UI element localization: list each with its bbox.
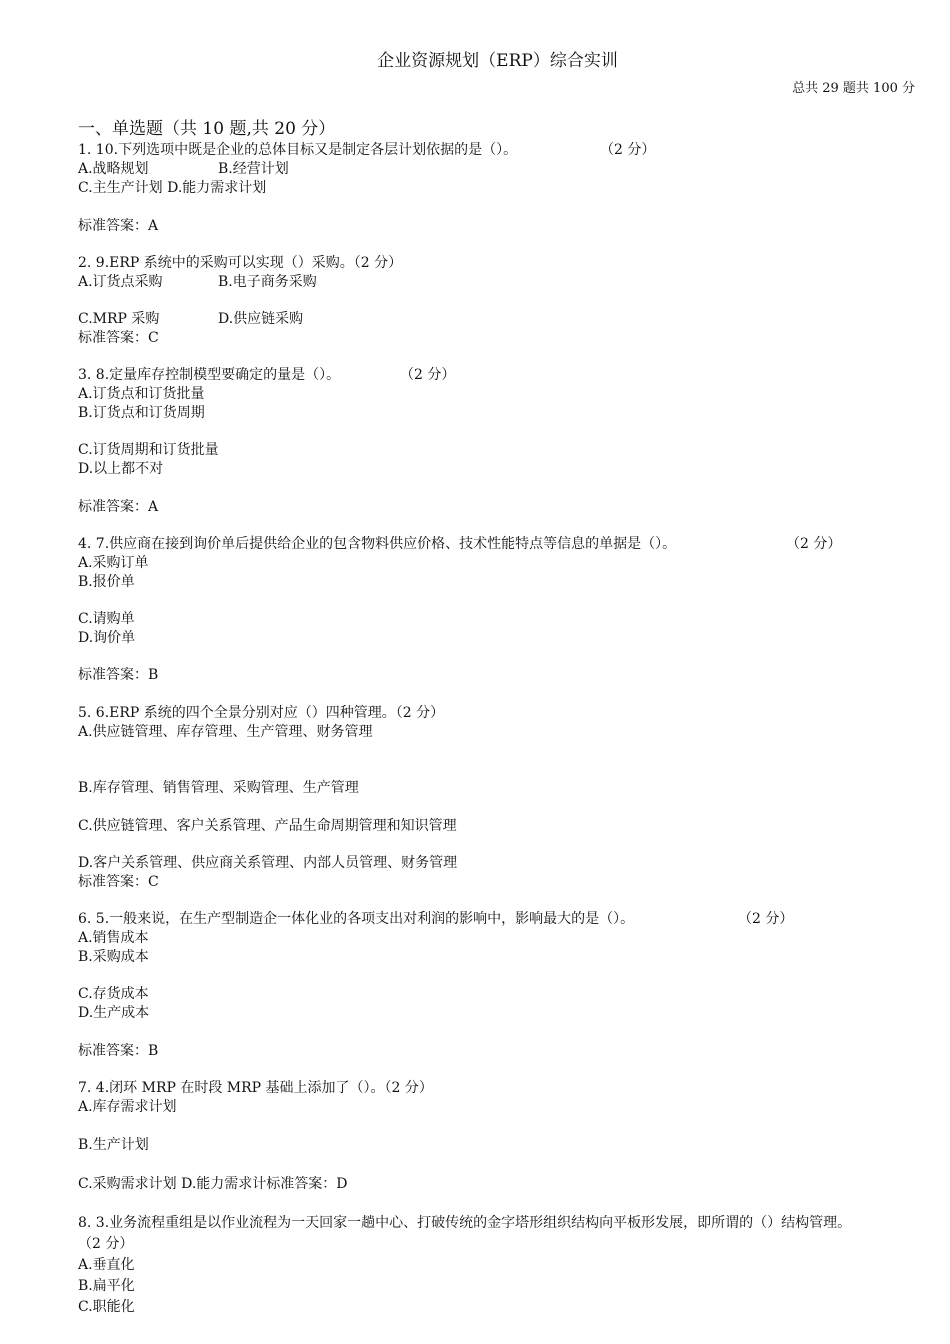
standard-answer: 标准答案：B [78,667,159,683]
standard-answer: 标准答案：A [78,218,159,234]
option-a: A.战略规划 [78,161,149,177]
option-d: D.生产成本 [78,1005,150,1021]
question-score: （2 分） [738,911,794,927]
option-a: A.库存需求计划 [78,1099,177,1115]
option-c: C.订货周期和订货批量 [78,442,219,458]
question-text: 3. 8.定量库存控制模型要确定的量是（）。 [78,367,341,383]
question-score: （2 分） [786,536,842,552]
option-d: D.询价单 [78,630,136,646]
option-c: C.存货成本 [78,986,149,1002]
document-title: 企业资源规划（ERP）综合实训 [377,51,618,71]
question-text: 1. 10.下列选项中既是企业的总体目标又是制定各层计划依据的是（）。 [78,142,518,158]
standard-answer: 标准答案：C [78,330,159,346]
option-c: C.供应链管理、客户关系管理、产品生命周期管理和知识管理 [78,818,457,834]
question-text: 7. 4.闭环 MRP 在时段 MRP 基础上添加了（）。（2 分） [78,1080,433,1096]
option-b: B.生产计划 [78,1137,149,1153]
standard-answer: 标准答案：B [78,1043,159,1059]
option-b: B.报价单 [78,574,135,590]
option-a: A.垂直化 [78,1257,135,1273]
option-b: B.库存管理、销售管理、采购管理、生产管理 [78,780,359,796]
question-text: 2. 9.ERP 系统中的采购可以实现（）采购。（2 分） [78,255,403,271]
option-a: A.订货点和订货批量 [78,386,205,402]
option-b: B.采购成本 [78,949,149,965]
option-b: B.扁平化 [78,1278,135,1294]
option-d: D.以上都不对 [78,461,164,477]
option-d: D.供应链采购 [218,311,304,327]
standard-answer: 标准答案：C [78,874,159,890]
option-c: C.MRP 采购 [78,311,160,327]
option-c: C.职能化 [78,1299,135,1315]
option-c-d-answer: C.采购需求计划 D.能力需求计标准答案：D [78,1176,348,1192]
option-c: C.请购单 [78,611,135,627]
standard-answer: 标准答案：A [78,499,159,515]
option-d: D.客户关系管理、供应商关系管理、内部人员管理、财务管理 [78,855,458,871]
question-score: （2 分） [600,142,656,158]
option-b: B.经营计划 [218,161,289,177]
option-a: A.订货点采购 [78,274,163,290]
question-text: 6. 5.一般来说，在生产型制造企一体化业的各项支出对利润的影响中，影响最大的是（）。 [78,911,635,927]
option-b: B.电子商务采购 [218,274,317,290]
question-text: 8. 3.业务流程重组是以作业流程为一天回家一趟中心、打破传统的金字塔形组织结构向平板形发展，即所谓的（）结构管理。 [78,1215,852,1231]
option-a: A.采购订单 [78,555,149,571]
option-a: A.销售成本 [78,930,149,946]
option-b: B.订货点和订货周期 [78,405,205,421]
option-a: A.供应链管理、库存管理、生产管理、财务管理 [78,724,373,740]
question-score: （2 分） [78,1236,134,1252]
option-c-d: C.主生产计划 D.能力需求计划 [78,180,267,196]
total-score: 总共 29 题共 100 分 [792,81,915,96]
question-text: 5. 6.ERP 系统的四个全景分别对应（）四种管理。（2 分） [78,705,445,721]
section-heading: 一、单选题（共 10 题,共 20 分） [78,119,336,139]
question-text: 4. 7.供应商在接到询价单后提供给企业的包含物料供应价格、技术性能特点等信息的单据是（）。 [78,536,677,552]
question-score: （2 分） [400,367,456,383]
